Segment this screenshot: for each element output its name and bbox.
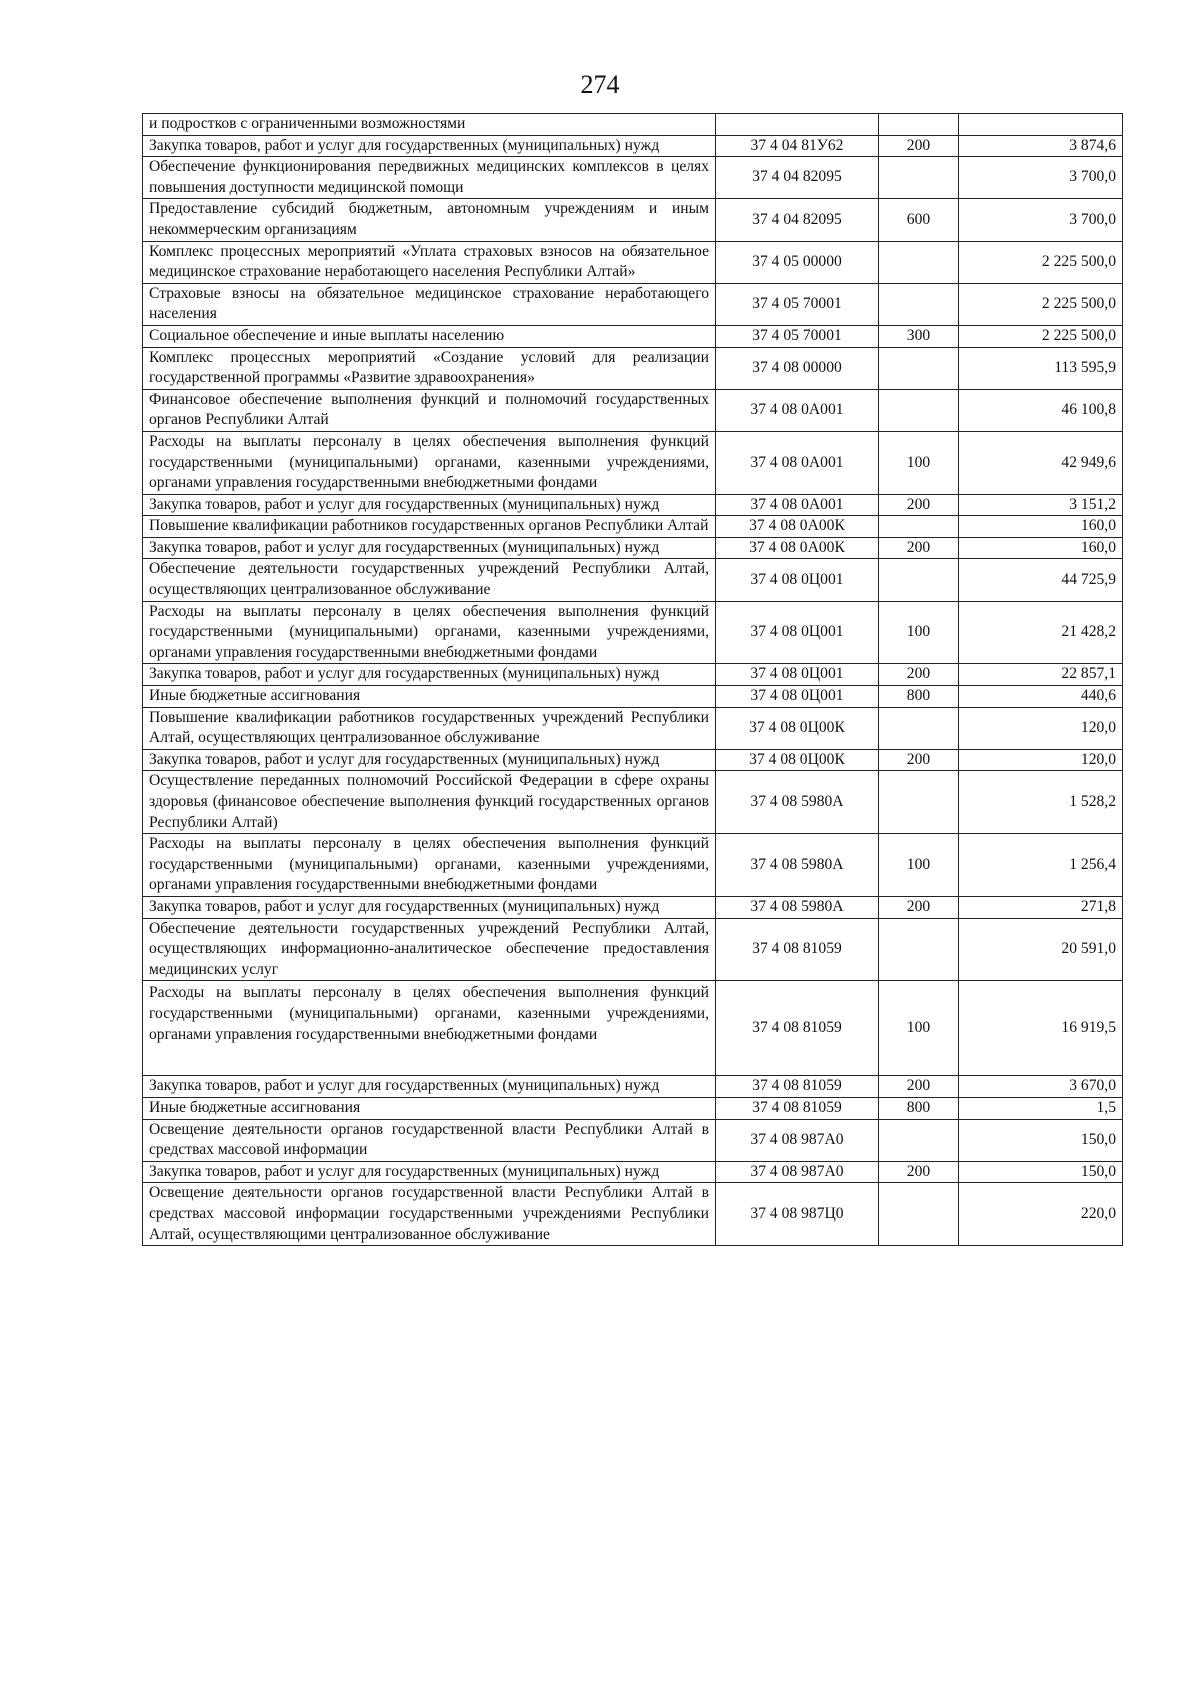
row-expense-type-cell: 100 xyxy=(879,981,959,1076)
table-row xyxy=(143,1076,1123,1098)
row-expense-type-cell: 200 xyxy=(879,537,959,559)
row-code-cell: 37 4 08 0Ц001 xyxy=(716,601,879,664)
row-name-cell: Предоставление субсидий бюджетным, автономным учреждениям и иным некоммерческим организациям xyxy=(143,199,716,241)
row-code-cell: 37 4 04 82095 xyxy=(716,199,879,241)
row-name-cell: Закупка товаров, работ и услуг для государственных (муниципальных) нужд xyxy=(143,537,716,559)
row-expense-type-cell xyxy=(879,707,959,749)
row-code-cell: 37 4 08 0А001 xyxy=(716,389,879,431)
row-expense-type-cell xyxy=(879,389,959,431)
row-name-cell: Закупка товаров, работ и услуг для государственных (муниципальных) нужд xyxy=(143,135,716,157)
row-code-cell: 37 4 08 0Ц001 xyxy=(716,664,879,686)
row-amount-cell: 2 225 500,0 xyxy=(959,325,1123,347)
table-row xyxy=(143,749,1123,771)
table-row xyxy=(143,601,1123,664)
table-row xyxy=(143,559,1123,601)
row-name-cell: Обеспечение функционирования передвижных медицинских комплексов в целях повышения доступности медицинской помощи xyxy=(143,157,716,199)
table-row xyxy=(143,1161,1123,1183)
row-amount-cell: 120,0 xyxy=(959,749,1123,771)
row-expense-type-cell xyxy=(879,918,959,981)
row-amount-cell: 44 725,9 xyxy=(959,559,1123,601)
row-amount-cell: 1 528,2 xyxy=(959,771,1123,834)
table-row xyxy=(143,981,1123,1076)
row-name-cell: и подростков с ограниченными возможностями xyxy=(143,114,716,136)
row-amount-cell: 3 874,6 xyxy=(959,135,1123,157)
table-row xyxy=(143,135,1123,157)
table-row xyxy=(143,834,1123,897)
row-amount-cell: 150,0 xyxy=(959,1161,1123,1183)
table-row xyxy=(143,431,1123,494)
table-row xyxy=(143,537,1123,559)
row-code-cell: 37 4 08 0А001 xyxy=(716,494,879,516)
row-expense-type-cell: 200 xyxy=(879,1161,959,1183)
table-row xyxy=(143,199,1123,241)
row-expense-type-cell xyxy=(879,283,959,325)
table-row xyxy=(143,347,1123,389)
row-code-cell: 37 4 04 81У62 xyxy=(716,135,879,157)
row-name-cell: Осуществление переданных полномочий Российской Федерации в сфере охраны здоровья (финансовое обеспечение выполнения функций государственных органов Республики Алтай) xyxy=(143,771,716,834)
table-row xyxy=(143,1097,1123,1119)
row-code-cell: 37 4 08 5980А xyxy=(716,771,879,834)
row-code-cell: 37 4 08 0А001 xyxy=(716,431,879,494)
table-row xyxy=(143,516,1123,538)
row-expense-type-cell xyxy=(879,771,959,834)
row-name-cell: Расходы на выплаты персоналу в целях обеспечения выполнения функций государственными (муниципальными) органами, казенными учреждениями, органами управления государственными внебюджетными фондами xyxy=(143,834,716,897)
row-expense-type-cell: 200 xyxy=(879,749,959,771)
row-code-cell: 37 4 08 81059 xyxy=(716,981,879,1076)
row-code-cell: 37 4 05 70001 xyxy=(716,283,879,325)
row-name-cell: Закупка товаров, работ и услуг для государственных (муниципальных) нужд xyxy=(143,1161,716,1183)
row-code-cell: 37 4 08 81059 xyxy=(716,1097,879,1119)
row-code-cell: 37 4 08 987Ц0 xyxy=(716,1183,879,1246)
row-expense-type-cell xyxy=(879,559,959,601)
row-amount-cell: 21 428,2 xyxy=(959,601,1123,664)
row-amount-cell: 160,0 xyxy=(959,516,1123,538)
row-code-cell: 37 4 08 0А00К xyxy=(716,516,879,538)
row-name-cell: Финансовое обеспечение выполнения функций и полномочий государственных органов Республики Алтай xyxy=(143,389,716,431)
row-name-cell: Обеспечение деятельности государственных учреждений Республики Алтай, осуществляющих централизованное обслуживание xyxy=(143,559,716,601)
row-name-cell: Закупка товаров, работ и услуг для государственных (муниципальных) нужд xyxy=(143,896,716,918)
table-row xyxy=(143,707,1123,749)
row-name-cell: Обеспечение деятельности государственных учреждений Республики Алтай, осуществляющих информационно-аналитическое обеспечение предоставления медицинских услуг xyxy=(143,918,716,981)
row-expense-type-cell xyxy=(879,241,959,283)
row-amount-cell: 2 225 500,0 xyxy=(959,283,1123,325)
row-amount-cell: 220,0 xyxy=(959,1183,1123,1246)
table-row xyxy=(143,241,1123,283)
row-name-cell: Расходы на выплаты персоналу в целях обеспечения выполнения функций государственными (муниципальными) органами, казенными учреждениями, органами управления государственными внебюджетными фондами xyxy=(143,981,716,1076)
row-name-cell: Комплекс процессных мероприятий «Уплата страховых взносов на обязательное медицинское страхование неработающего населения Республики Алтай» xyxy=(143,241,716,283)
row-expense-type-cell xyxy=(879,1183,959,1246)
row-name-cell: Иные бюджетные ассигнования xyxy=(143,686,716,708)
row-amount-cell xyxy=(959,114,1123,136)
row-expense-type-cell: 200 xyxy=(879,896,959,918)
row-amount-cell: 3 700,0 xyxy=(959,157,1123,199)
row-expense-type-cell: 800 xyxy=(879,686,959,708)
table-row xyxy=(143,389,1123,431)
row-name-cell: Повышение квалификации работников государственных учреждений Республики Алтай, осуществляющих централизованное обслуживание xyxy=(143,707,716,749)
table-row xyxy=(143,896,1123,918)
row-expense-type-cell xyxy=(879,1119,959,1161)
row-code-cell: 37 4 08 0Ц001 xyxy=(716,686,879,708)
row-code-cell: 37 4 08 0А00К xyxy=(716,537,879,559)
row-amount-cell: 1 256,4 xyxy=(959,834,1123,897)
row-name-cell: Повышение квалификации работников государственных органов Республики Алтай xyxy=(143,516,716,538)
row-expense-type-cell: 100 xyxy=(879,834,959,897)
row-expense-type-cell: 800 xyxy=(879,1097,959,1119)
row-name-cell: Иные бюджетные ассигнования xyxy=(143,1097,716,1119)
row-name-cell: Закупка товаров, работ и услуг для государственных (муниципальных) нужд xyxy=(143,664,716,686)
row-code-cell: 37 4 08 81059 xyxy=(716,1076,879,1098)
row-amount-cell: 113 595,9 xyxy=(959,347,1123,389)
row-code-cell: 37 4 08 987А0 xyxy=(716,1161,879,1183)
table-row xyxy=(143,114,1123,136)
row-name-cell: Закупка товаров, работ и услуг для государственных (муниципальных) нужд xyxy=(143,1076,716,1098)
table-row xyxy=(143,1119,1123,1161)
row-amount-cell: 2 225 500,0 xyxy=(959,241,1123,283)
row-name-cell: Расходы на выплаты персоналу в целях обеспечения выполнения функций государственными (муниципальными) органами, казенными учреждениями, органами управления государственными внебюджетными фондами xyxy=(143,431,716,494)
table-row xyxy=(143,494,1123,516)
row-amount-cell: 46 100,8 xyxy=(959,389,1123,431)
row-amount-cell: 440,6 xyxy=(959,686,1123,708)
row-amount-cell: 150,0 xyxy=(959,1119,1123,1161)
table-row xyxy=(143,157,1123,199)
row-expense-type-cell: 200 xyxy=(879,135,959,157)
row-amount-cell: 42 949,6 xyxy=(959,431,1123,494)
row-code-cell: 37 4 08 987А0 xyxy=(716,1119,879,1161)
row-amount-cell: 3 700,0 xyxy=(959,199,1123,241)
row-expense-type-cell xyxy=(879,114,959,136)
row-expense-type-cell: 200 xyxy=(879,664,959,686)
page-number: 274 xyxy=(580,70,620,99)
row-name-cell: Закупка товаров, работ и услуг для государственных (муниципальных) нужд xyxy=(143,749,716,771)
row-code-cell: 37 4 08 5980А xyxy=(716,896,879,918)
row-code-cell: 37 4 08 81059 xyxy=(716,918,879,981)
row-expense-type-cell: 200 xyxy=(879,494,959,516)
row-expense-type-cell: 200 xyxy=(879,1076,959,1098)
row-amount-cell: 1,5 xyxy=(959,1097,1123,1119)
row-code-cell: 37 4 08 0Ц001 xyxy=(716,559,879,601)
table-row xyxy=(143,1183,1123,1246)
row-amount-cell: 20 591,0 xyxy=(959,918,1123,981)
row-code-cell xyxy=(716,114,879,136)
row-amount-cell: 3 670,0 xyxy=(959,1076,1123,1098)
row-amount-cell: 22 857,1 xyxy=(959,664,1123,686)
table-row xyxy=(143,771,1123,834)
row-code-cell: 37 4 05 70001 xyxy=(716,325,879,347)
table-row xyxy=(143,325,1123,347)
row-expense-type-cell xyxy=(879,347,959,389)
table-row xyxy=(143,918,1123,981)
row-amount-cell: 16 919,5 xyxy=(959,981,1123,1076)
row-amount-cell: 160,0 xyxy=(959,537,1123,559)
row-name-cell: Социальное обеспечение и иные выплаты населению xyxy=(143,325,716,347)
row-code-cell: 37 4 08 5980А xyxy=(716,834,879,897)
row-name-cell: Комплекс процессных мероприятий «Создание условий для реализации государственной программы «Развитие здравоохранения» xyxy=(143,347,716,389)
budget-table xyxy=(142,113,1123,1246)
row-code-cell: 37 4 08 00000 xyxy=(716,347,879,389)
row-name-cell: Расходы на выплаты персоналу в целях обеспечения выполнения функций государственными (муниципальными) органами, казенными учреждениями, органами управления государственными внебюджетными фондами xyxy=(143,601,716,664)
row-code-cell: 37 4 05 00000 xyxy=(716,241,879,283)
row-expense-type-cell xyxy=(879,157,959,199)
row-code-cell: 37 4 04 82095 xyxy=(716,157,879,199)
row-expense-type-cell xyxy=(879,516,959,538)
row-amount-cell: 120,0 xyxy=(959,707,1123,749)
row-code-cell: 37 4 08 0Ц00К xyxy=(716,749,879,771)
budget-table-body xyxy=(143,114,1123,1246)
row-amount-cell: 3 151,2 xyxy=(959,494,1123,516)
row-name-cell: Освещение деятельности органов государственной власти Республики Алтай в средствах массовой информации xyxy=(143,1119,716,1161)
row-expense-type-cell: 100 xyxy=(879,431,959,494)
row-expense-type-cell: 300 xyxy=(879,325,959,347)
row-name-cell: Закупка товаров, работ и услуг для государственных (муниципальных) нужд xyxy=(143,494,716,516)
row-expense-type-cell: 600 xyxy=(879,199,959,241)
row-name-cell: Освещение деятельности органов государственной власти Республики Алтай в средствах массовой информации государственными учреждениями Республики Алтай, осуществляющими централизованное обслуживание xyxy=(143,1183,716,1246)
row-code-cell: 37 4 08 0Ц00К xyxy=(716,707,879,749)
table-row xyxy=(143,686,1123,708)
row-name-cell: Страховые взносы на обязательное медицинское страхование неработающего населения xyxy=(143,283,716,325)
table-row xyxy=(143,283,1123,325)
table-row xyxy=(143,664,1123,686)
row-amount-cell: 271,8 xyxy=(959,896,1123,918)
row-expense-type-cell: 100 xyxy=(879,601,959,664)
